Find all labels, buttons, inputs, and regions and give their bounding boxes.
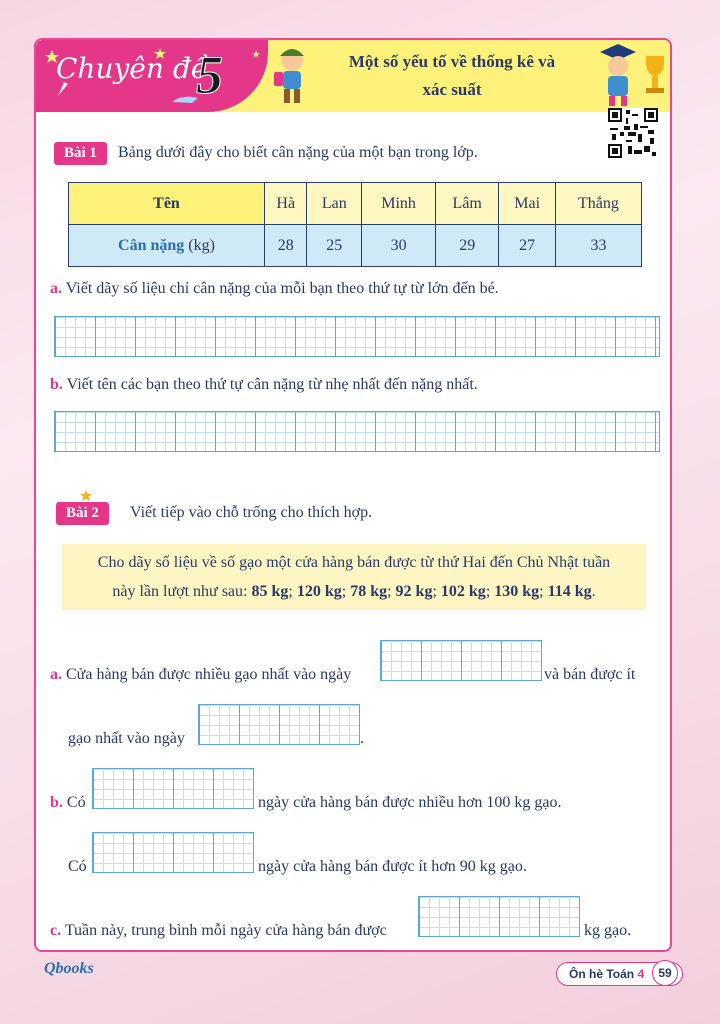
table-header-weight: [69, 225, 265, 267]
data-value: 92 kg: [395, 583, 433, 600]
info-line-2-prefix: này lần lượt như sau:: [112, 583, 252, 600]
part-a-text: Cửa hàng bán được nhiều gạo nhất vào ngày: [62, 666, 352, 683]
answer-grid-2a-most[interactable]: [380, 640, 542, 681]
table-cell-name: Minh: [362, 183, 436, 225]
exercise-2c-text: kg gạo.: [584, 922, 632, 939]
exercise-2a-prompt: [50, 666, 351, 684]
table-cell-weight: 33: [555, 225, 641, 267]
chapter-header: [36, 40, 670, 112]
part-c-label: c.: [50, 922, 62, 939]
page-number: 59: [652, 960, 678, 986]
series-grade: 4: [637, 967, 645, 981]
chapter-label: Chuyên đề: [56, 52, 208, 85]
boy-character-icon: [272, 44, 312, 108]
answer-grid-1a[interactable]: [54, 316, 660, 357]
separator: ;: [288, 583, 297, 600]
part-b-text: Viết tên các bạn theo thứ tự cân nặng từ nhẹ nhất đến nặng nhất.: [62, 376, 478, 393]
data-value: 114 kg: [547, 583, 592, 600]
info-end: .: [591, 583, 596, 600]
data-value: 78 kg: [350, 583, 388, 600]
weight-table: [68, 182, 642, 267]
rice-sales-info-box: [62, 544, 646, 610]
table-cell-weight: 25: [307, 225, 362, 267]
table-cell-name: Hà: [264, 183, 306, 225]
chapter-topic: [332, 48, 572, 104]
exercise-2-instruction: Viết tiếp vào chỗ trống cho thích hợp.: [130, 504, 373, 521]
weight-header-unit: (kg): [184, 236, 215, 254]
star-icon: [80, 490, 92, 502]
exercise-1-badge: Bài 1: [54, 142, 107, 165]
exercise-2b2-prompt: Có: [68, 858, 87, 875]
data-value: 120 kg: [296, 583, 342, 600]
exercise-2a-continuation: và bán được ít: [544, 666, 636, 683]
separator: ;: [432, 583, 441, 600]
table-row-names: [69, 183, 642, 225]
table-row-weights: [69, 225, 642, 267]
data-value: 85 kg: [251, 583, 289, 600]
separator: ;: [341, 583, 351, 600]
workbook-page: [34, 38, 672, 952]
part-b-label: b.: [50, 794, 63, 811]
chapter-number: 5: [196, 45, 223, 105]
table-cell-name: Lâm: [436, 183, 499, 225]
data-value: 130 kg: [494, 583, 540, 600]
publisher-logo: Qbooks: [44, 960, 94, 977]
answer-grid-2b-less[interactable]: [92, 832, 254, 873]
exercise-2a-end: .: [360, 730, 364, 747]
exercise-2b-text: ngày cửa hàng bán được nhiều hơn 100 kg gạo.: [258, 794, 562, 811]
table-cell-weight: 30: [362, 225, 436, 267]
info-line-2: [62, 577, 646, 606]
part-a-label: a.: [50, 666, 62, 683]
part-c-text: Tuần này, trung bình mỗi ngày cửa hàng bán được: [61, 922, 387, 939]
weight-header-label: Cân nặng: [118, 236, 185, 254]
exercise-2b-prompt: [50, 794, 86, 812]
exercise-2-badge: Bài 2: [56, 502, 109, 525]
answer-grid-1b[interactable]: [54, 411, 660, 452]
part-b-text: Có: [62, 794, 86, 811]
answer-grid-2b-more[interactable]: [92, 768, 254, 809]
table-cell-name: Mai: [499, 183, 555, 225]
data-value: 102 kg: [440, 583, 486, 600]
exercise-1-instruction: Bảng dưới đây cho biết cân nặng của một bạn trong lớp.: [118, 144, 478, 161]
girl-graduate-icon: [594, 42, 670, 110]
exercise-2a-line2: gạo nhất vào ngày: [68, 730, 185, 747]
chapter-topic-line-1: Một số yếu tố về thống kê và: [348, 52, 556, 71]
answer-grid-2c[interactable]: [418, 896, 580, 937]
exercise-1b-prompt: [50, 376, 478, 394]
series-name: Ôn hè Toán: [569, 967, 638, 981]
separator: ;: [485, 583, 495, 600]
separator: ;: [387, 583, 396, 600]
part-a-text: Viết dãy số liệu chỉ cân nặng của mỗi bạn theo thứ tự từ lớn đến bé.: [62, 280, 499, 297]
table-header-name: Tên: [69, 183, 265, 225]
table-cell-weight: 28: [264, 225, 306, 267]
answer-grid-2a-least[interactable]: [198, 704, 360, 745]
separator: ;: [539, 583, 548, 600]
exercise-2b2-text: ngày cửa hàng bán được ít hơn 90 kg gạo.: [258, 858, 527, 875]
part-b-label: b.: [50, 376, 63, 393]
table-cell-name: Thắng: [555, 183, 641, 225]
chapter-topic-line-2: xác suất: [422, 80, 482, 99]
table-cell-weight: 27: [499, 225, 555, 267]
exercise-2c-prompt: [50, 922, 387, 940]
qr-code-icon[interactable]: [608, 108, 658, 158]
table-cell-weight: 29: [436, 225, 499, 267]
table-cell-name: Lan: [307, 183, 362, 225]
exercise-1a-prompt: [50, 280, 499, 298]
part-a-label: a.: [50, 280, 62, 297]
info-line-1: Cho dãy số liệu về số gạo một cửa hàng bán được từ thứ Hai đến Chủ Nhật tuần: [97, 554, 611, 571]
